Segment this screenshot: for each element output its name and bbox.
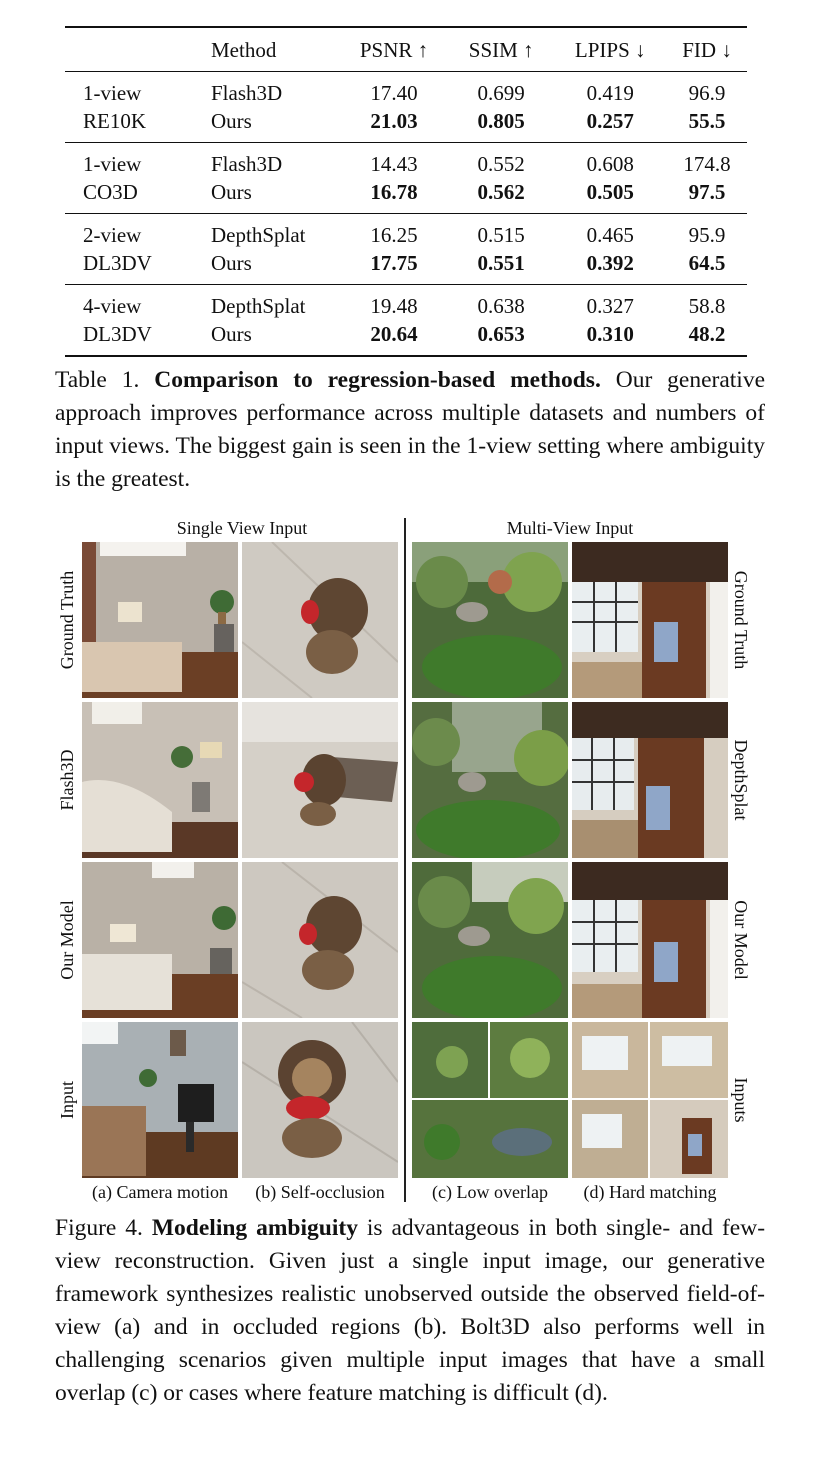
table-group-2: [65, 143, 747, 214]
table-header-row: [65, 27, 747, 72]
table-row: [65, 249, 747, 285]
garden-depthsplat-image: [412, 702, 568, 858]
table-row: [65, 214, 747, 250]
table-caption-text: Our generative approach improves performance across multiple datasets and numbers of input views. The biggest gain is seen in the 1-view setting where ambiguity is the greatest.: [55, 367, 766, 492]
header-fid: FID ↓: [682, 37, 732, 62]
psnr-cell: 21.03: [370, 109, 418, 133]
table-row: [65, 178, 747, 214]
multi-view-title: Multi-View Input: [506, 518, 634, 538]
psnr-cell: 17.40: [370, 81, 418, 105]
method-cell: Flash3D: [211, 81, 283, 105]
results-table: [65, 26, 747, 357]
figure-caption-label: Figure 4.: [55, 1215, 143, 1241]
psnr-cell: 16.25: [370, 223, 418, 247]
method-cell: Ours: [211, 251, 252, 275]
lpips-cell: 0.392: [586, 251, 634, 275]
subcaption-d: (d) Hard matching: [583, 1182, 717, 1202]
figure-divider: [404, 518, 406, 1202]
fid-cell: 174.8: [683, 152, 731, 176]
right-row-label-our-model: Our Model: [731, 900, 751, 980]
lpips-cell: 0.608: [586, 152, 634, 176]
left-row-label-our-model: Our Model: [57, 900, 77, 980]
lpips-cell: 0.257: [586, 109, 634, 133]
header-lpips: LPIPS ↓: [574, 37, 646, 62]
bedroom-ground-truth-image: [82, 542, 238, 698]
table-caption-title: Comparison to regression-based methods.: [154, 367, 601, 393]
garden-inputs-image: [412, 1022, 568, 1178]
psnr-cell: 19.48: [370, 294, 418, 318]
table-row: [65, 143, 747, 179]
setting-views: 2-view: [83, 223, 142, 247]
table-group-3: [65, 214, 747, 285]
header-setting: [65, 27, 211, 72]
setting-dataset: DL3DV: [83, 251, 152, 275]
header-ssim: SSIM ↑: [468, 37, 534, 62]
lpips-cell: 0.465: [586, 223, 634, 247]
lobby-our-model-image: [572, 862, 728, 1018]
bedroom-input-image: [82, 1022, 238, 1178]
psnr-cell: 17.75: [370, 251, 418, 275]
lpips-cell: 0.310: [586, 322, 634, 346]
table-group-4: [65, 285, 747, 357]
ssim-cell: 0.699: [477, 81, 525, 105]
right-row-label-inputs: Inputs: [731, 1077, 751, 1123]
bedroom-our-model-image: [82, 862, 238, 1018]
ssim-cell: 0.515: [477, 223, 525, 247]
setting-dataset: RE10K: [83, 109, 146, 133]
header-method: Method: [211, 37, 277, 62]
fid-cell: 97.5: [688, 180, 726, 204]
left-row-label-input: Input: [57, 1081, 77, 1119]
setting-views: 4-view: [83, 294, 142, 318]
garden-our-model-image: [412, 862, 568, 1018]
table-caption: [55, 364, 765, 496]
ssim-cell: 0.638: [477, 294, 525, 318]
psnr-cell: 20.64: [370, 322, 418, 346]
table-caption-label: Table 1.: [55, 367, 140, 393]
subcaption-a: (a) Camera motion: [92, 1182, 228, 1202]
method-cell: Ours: [211, 109, 252, 133]
setting-dataset: DL3DV: [83, 322, 152, 346]
lion-flash3d-image: [242, 702, 398, 858]
lobby-depthsplat-image: [572, 702, 728, 858]
header-psnr: PSNR ↑: [359, 37, 429, 62]
ssim-cell: 0.562: [477, 180, 525, 204]
ssim-cell: 0.805: [477, 109, 525, 133]
fid-cell: 64.5: [688, 251, 726, 275]
table-row: [65, 107, 747, 143]
figure-caption: [55, 1212, 765, 1410]
left-row-label-flash3d: Flash3D: [57, 749, 77, 811]
lion-ground-truth-image: [242, 542, 398, 698]
single-view-title: Single View Input: [176, 518, 308, 538]
figure-4: [55, 512, 765, 1212]
lpips-cell: 0.505: [586, 180, 634, 204]
subcaption-b: (b) Self-occlusion: [255, 1182, 385, 1202]
table-group-1: [65, 72, 747, 143]
setting-dataset: CO3D: [83, 180, 138, 204]
method-cell: DepthSplat: [211, 294, 306, 318]
setting-views: 1-view: [83, 152, 142, 176]
garden-ground-truth-image: [412, 542, 568, 698]
lpips-cell: 0.327: [586, 294, 634, 318]
fid-cell: 48.2: [688, 322, 726, 346]
lobby-ground-truth-image: [572, 542, 728, 698]
table-row: [65, 320, 747, 356]
fid-cell: 55.5: [688, 109, 726, 133]
lpips-cell: 0.419: [586, 81, 634, 105]
lion-our-model-image: [242, 862, 398, 1018]
right-row-label-depthsplat: DepthSplat: [731, 739, 751, 821]
lion-input-image: [242, 1022, 398, 1178]
lobby-inputs-image: [572, 1022, 728, 1178]
subcaption-c: (c) Low overlap: [432, 1182, 548, 1202]
method-cell: Ours: [211, 180, 252, 204]
psnr-cell: 16.78: [370, 180, 418, 204]
table-row: [65, 285, 747, 321]
figure-caption-title: Modeling ambiguity: [151, 1215, 358, 1241]
fid-cell: 95.9: [688, 223, 726, 247]
setting-views: 1-view: [83, 81, 142, 105]
method-cell: Flash3D: [211, 152, 283, 176]
psnr-cell: 14.43: [370, 152, 418, 176]
bedroom-flash3d-image: [82, 702, 238, 858]
fid-cell: 96.9: [688, 81, 726, 105]
left-row-label-ground-truth: Ground Truth: [57, 570, 77, 670]
ssim-cell: 0.552: [477, 152, 525, 176]
method-cell: DepthSplat: [211, 223, 306, 247]
right-row-label-ground-truth: Ground Truth: [731, 570, 751, 670]
method-cell: Ours: [211, 322, 252, 346]
figure-caption-text: is advantageous in both single- and few-view reconstruction. Given just a single input image, our generative framework synthesizes realistic unobserved outside the observed field-of-view (a) and in occluded regions (b). Bolt3D also performs well in challenging scenarios given multiple input images that have a small overlap (c) or cases where feature matching is difficult (d).: [55, 1215, 766, 1406]
table-row: [65, 72, 747, 108]
fid-cell: 58.8: [688, 294, 726, 318]
ssim-cell: 0.551: [477, 251, 525, 275]
ssim-cell: 0.653: [477, 322, 525, 346]
